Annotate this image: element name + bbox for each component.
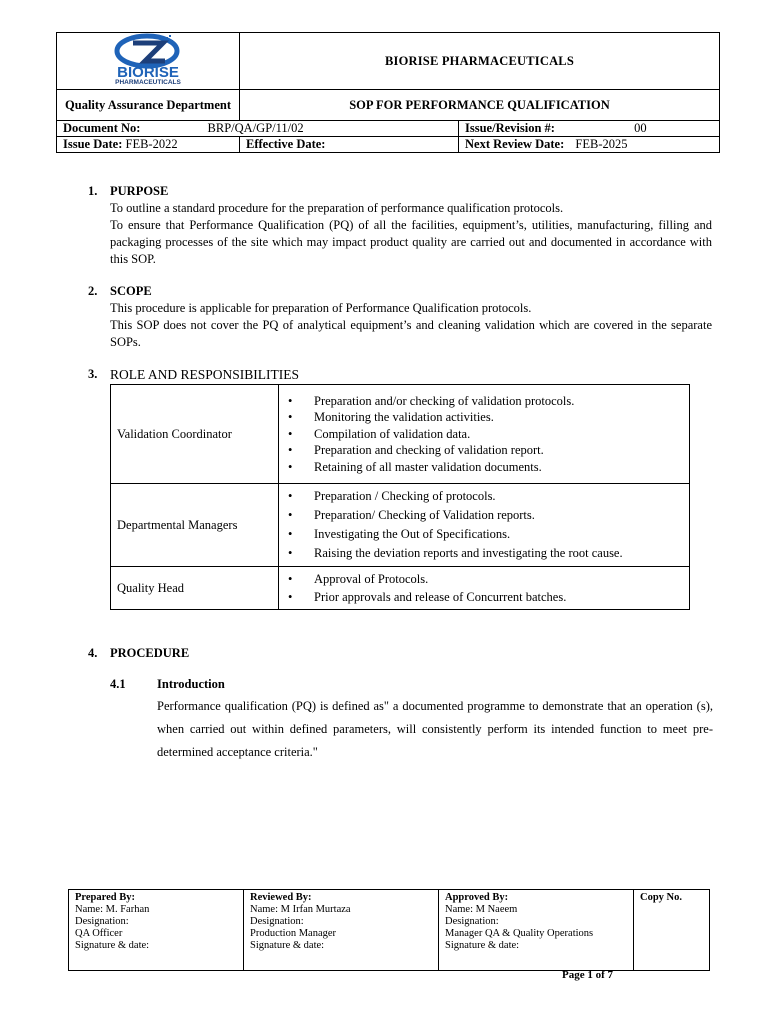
section-number: 3. (88, 367, 98, 381)
page-number: Page 1 of 7 (562, 969, 614, 981)
next-review-label: Next Review Date: (465, 137, 565, 151)
prepared-by-role: QA Officer (75, 928, 123, 939)
logo-subtext: PHARMACEUTICALS (115, 79, 181, 85)
next-review-cell (459, 137, 720, 153)
document-number-label: Document No: (63, 121, 141, 135)
responsibilities-cell (279, 484, 690, 567)
subsection-number: 4.1 (110, 677, 126, 691)
issue-revision-label: Issue/Revision #: (465, 121, 555, 135)
effective-date-label: Effective Date: (246, 137, 326, 151)
prepared-by-name: Name: M. Farhan (75, 904, 150, 915)
issue-date-cell (57, 137, 240, 153)
responsibilities-list (280, 485, 688, 565)
logo (57, 33, 240, 90)
list-item: • Preparation / Checking of protocols. (280, 487, 688, 506)
role-name: Validation Coordinator (111, 385, 279, 484)
subsection-heading: Introduction (157, 677, 225, 691)
company-name: BIORISE PHARMACEUTICALS (240, 33, 720, 90)
section-number: 4. (88, 646, 98, 660)
prepared-by-signature: Signature & date: (75, 940, 150, 951)
copy-number-cell (634, 890, 710, 971)
scope-line-2: This SOP does not cover the PQ of analytical equipment’s and cleaning validation which are covered in the separate SOPs. (110, 318, 712, 349)
approved-by-title: Approved By: (445, 892, 509, 903)
reviewed-by-cell (244, 890, 439, 971)
issue-date-value: FEB-2022 (125, 137, 178, 151)
table-row (111, 385, 690, 484)
list-item: • Compilation of validation data. (280, 426, 688, 443)
approved-by-designation: Designation: (445, 916, 499, 927)
scope-line-1: This procedure is applicable for preparation of Performance Qualification protocols. (110, 301, 532, 315)
logo-text: BIORISE (117, 64, 179, 81)
reviewed-by-name: Name: M Irfan Murtaza (250, 904, 351, 915)
approved-by-signature: Signature & date: (445, 940, 520, 951)
prepared-by-designation: Designation: (75, 916, 129, 927)
table-row (111, 567, 690, 610)
sop-title: SOP FOR PERFORMANCE QUALIFICATION (240, 90, 720, 121)
approved-by-cell (439, 890, 634, 971)
list-item: • Preparation and checking of validation report. (280, 442, 688, 459)
purpose-line-1: To outline a standard procedure for the preparation of performance qualification protocols. (110, 201, 564, 215)
signature-table (68, 889, 710, 971)
scope-heading: SCOPE (110, 284, 152, 298)
purpose-heading: PURPOSE (110, 184, 169, 198)
reviewed-by-title: Reviewed By: (250, 892, 312, 903)
list-item: • Preparation and/or checking of validation protocols. (280, 393, 688, 410)
prepared-by-cell (69, 890, 244, 971)
reviewed-by-designation: Designation: (250, 916, 304, 927)
purpose-line-2: To ensure that Performance Qualification (PQ) of all the facilities, equipment’s, utilities, manufacturing, filling and packaging processes of the site which may impact product quality are carried out and documented in accordance with this SOP. (110, 218, 712, 266)
section-number: 2. (88, 284, 98, 298)
list-item: • Retaining of all master validation documents. (280, 459, 688, 476)
responsibilities-list (280, 568, 688, 608)
list-item: • Approval of Protocols. (280, 570, 688, 588)
list-item: • Investigating the Out of Specifications. (280, 525, 688, 544)
responsibilities-cell (279, 385, 690, 484)
procedure-heading: PROCEDURE (110, 646, 190, 660)
document-header (56, 32, 720, 153)
approved-by-role: Manager QA & Quality Operations (445, 928, 594, 939)
department-label: Quality Assurance Department (57, 90, 240, 121)
table-row (111, 484, 690, 567)
introduction-text: Performance qualification (PQ) is defined as" a documented programme to demonstrate that an operation (s), when carried out within defined parameters, will consistently perform its intended function to meet pre-determined acceptance criteria." (157, 699, 713, 759)
list-item: • Prior approvals and release of Concurrent batches. (280, 588, 688, 606)
document-number-cell (57, 121, 459, 137)
list-item: • Monitoring the validation activities. (280, 409, 688, 426)
section-number: 1. (88, 184, 98, 198)
approved-by-name: Name: M Naeem (445, 904, 518, 915)
responsibilities-cell (279, 567, 690, 610)
list-item: • Preparation/ Checking of Validation reports. (280, 506, 688, 525)
roles-table (110, 384, 690, 610)
effective-date-cell (240, 137, 459, 153)
role-name: Quality Head (111, 567, 279, 610)
prepared-by-title: Prepared By: (75, 892, 135, 903)
next-review-value: FEB-2025 (575, 137, 628, 151)
reviewed-by-role: Production Manager (250, 928, 337, 939)
issue-revision-cell (459, 121, 720, 137)
issue-date-label: Issue Date: (63, 137, 123, 151)
list-item: • Raising the deviation reports and investigating the root cause. (280, 544, 688, 563)
responsibilities-list (280, 391, 688, 478)
reviewed-by-signature: Signature & date: (250, 940, 325, 951)
biorise-logo-icon (93, 33, 203, 85)
roles-heading: ROLE AND RESPONSIBILITIES (110, 367, 300, 382)
document-number-value: BRP/QA/GP/11/02 (207, 121, 304, 135)
copy-number-title: Copy No. (640, 892, 683, 903)
role-name: Departmental Managers (111, 484, 279, 567)
issue-revision-value: 00 (634, 121, 647, 135)
